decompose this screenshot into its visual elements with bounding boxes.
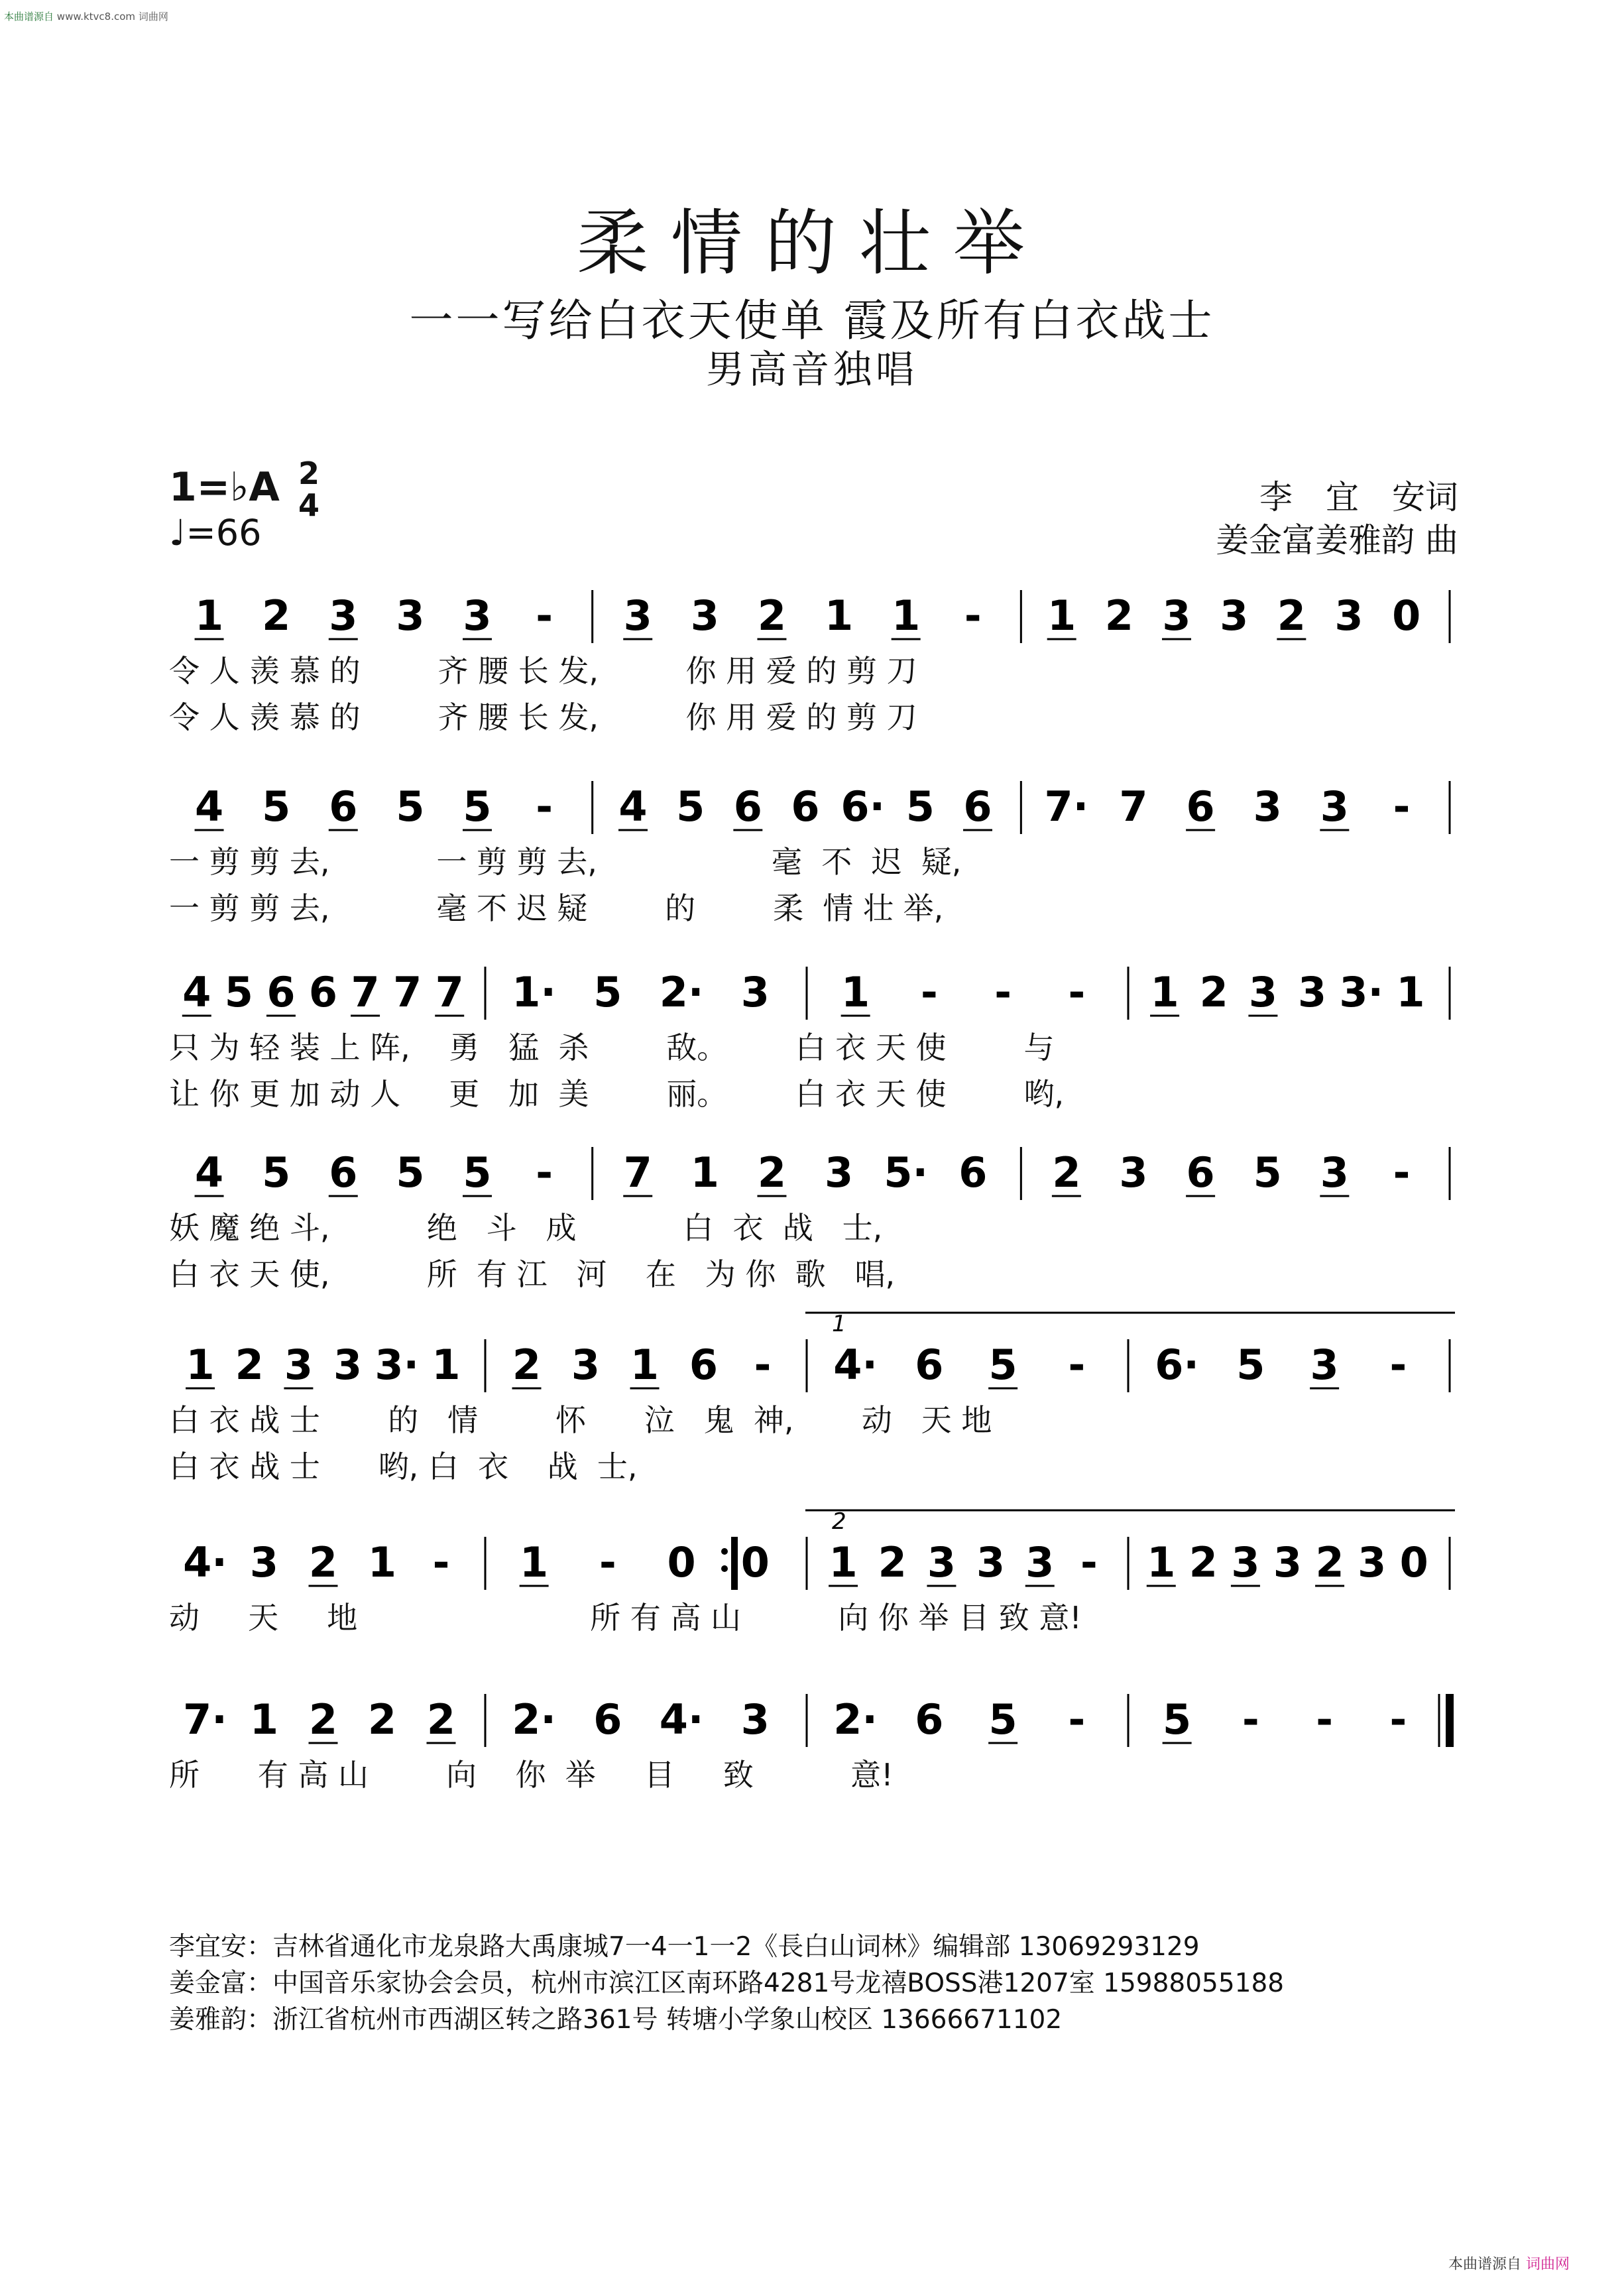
note: 5 <box>396 782 425 831</box>
note: 2 <box>1052 1148 1081 1197</box>
composer-credit: 姜金富姜雅韵 曲 <box>1216 521 1458 560</box>
note: 6 <box>266 968 296 1016</box>
note: 7 <box>351 968 380 1016</box>
note: 3 <box>976 1538 1006 1587</box>
note: 3· <box>1339 968 1384 1016</box>
key-signature: 1=♭A <box>169 464 280 511</box>
note: 3 <box>249 1538 279 1587</box>
note: 6 <box>593 1695 622 1744</box>
time-bottom: 4 <box>298 487 320 523</box>
note: 2 <box>1189 1538 1218 1587</box>
note: - <box>1080 1538 1098 1587</box>
note: 6 <box>329 782 358 831</box>
note: 2 <box>235 1341 264 1389</box>
note: 6 <box>915 1695 944 1744</box>
volta-number: 1 <box>832 1311 846 1337</box>
note: 3 <box>1310 1341 1339 1389</box>
note: 3 <box>1119 1148 1148 1197</box>
note: 1 <box>367 1538 397 1587</box>
note: 3 <box>1162 591 1191 640</box>
note: - <box>536 1148 553 1197</box>
note: 3 <box>927 1538 956 1587</box>
note: 4 <box>182 968 211 1016</box>
note: 1 <box>1147 1538 1176 1587</box>
note: 2 <box>757 591 787 640</box>
note: 6· <box>1155 1341 1199 1389</box>
note: - <box>599 1538 616 1587</box>
lyric-line: 白 衣 天 使, 所 有 江 河 在 为 你 歌 唱, <box>169 1256 896 1292</box>
note: 5 <box>1253 1148 1282 1197</box>
bottom-source-label: 本曲谱源自 <box>1448 2256 1522 2273</box>
note: 2· <box>512 1695 556 1744</box>
note: 2 <box>878 1538 907 1587</box>
performance-note: 男高音独唱 <box>705 347 918 392</box>
note: 6 <box>329 1148 358 1197</box>
note: 3 <box>1220 591 1249 640</box>
note: 5 <box>262 782 291 831</box>
volta-number: 2 <box>832 1508 846 1535</box>
note: 2 <box>308 1538 338 1587</box>
note: 6 <box>963 782 992 831</box>
note: 6 <box>915 1341 944 1389</box>
note: - <box>1068 1695 1086 1744</box>
note: 3 <box>1358 1538 1387 1587</box>
note: 5 <box>1163 1695 1192 1744</box>
footer-line-2: 姜金富：中国音乐家协会会员，杭州市滨江区南环路4281号龙禧BOSS港1207室 15988055188 <box>169 1968 1285 1998</box>
note: 2· <box>659 968 704 1016</box>
note: 1 <box>1047 591 1076 640</box>
note: 2 <box>308 1695 338 1744</box>
note: - <box>1068 968 1086 1016</box>
note: 1 <box>194 591 224 640</box>
note: - <box>1068 1341 1086 1389</box>
note: 5 <box>593 968 622 1016</box>
note: 3 <box>623 591 652 640</box>
source-url[interactable]: www.ktvc8.com <box>56 11 136 23</box>
note: 3 <box>740 1695 770 1744</box>
note: 1 <box>690 1148 719 1197</box>
note: 6 <box>733 782 762 831</box>
lyric-line: 动 天 地 所 有 高 山 向 你 举 目 致 意! <box>169 1600 1082 1636</box>
note: 1 <box>186 1341 215 1389</box>
note: 2· <box>833 1695 878 1744</box>
note: 1· <box>512 968 556 1016</box>
note: 2 <box>426 1695 456 1744</box>
note: - <box>432 1538 450 1587</box>
note: 5 <box>988 1695 1017 1744</box>
note: 3 <box>740 968 770 1016</box>
note: 2 <box>757 1148 787 1197</box>
note: 1 <box>630 1341 660 1389</box>
song-title: 柔情的壮举 <box>576 202 1047 285</box>
lyric-line: 一 剪 剪 去, 一 剪 剪 去, 毫 不 迟 疑, <box>169 844 962 880</box>
note: 5 <box>224 968 253 1016</box>
note: 3 <box>824 1148 854 1197</box>
note: 5· <box>884 1148 929 1197</box>
note: 1 <box>824 591 854 640</box>
note: 1 <box>829 1538 858 1587</box>
song-subtitle: 一一写给白衣天使单 霞及所有白衣战士 <box>409 295 1215 346</box>
note: 2 <box>1104 591 1133 640</box>
time-top: 2 <box>298 455 320 491</box>
note: 3 <box>1320 1148 1349 1197</box>
note: 3 <box>1025 1538 1055 1587</box>
note: 3 <box>1248 968 1277 1016</box>
bottom-source <box>1448 2253 1570 2273</box>
note: 7 <box>1119 782 1148 831</box>
note: 5 <box>396 1148 425 1197</box>
note: - <box>1393 782 1411 831</box>
note: 3 <box>1298 968 1327 1016</box>
note: 1 <box>1396 968 1425 1016</box>
note: 2 <box>512 1341 542 1389</box>
note: 2 <box>1315 1538 1344 1587</box>
note: - <box>921 968 938 1016</box>
note: - <box>1316 1695 1333 1744</box>
note: - <box>536 591 553 640</box>
note: - <box>754 1341 772 1389</box>
note: 3 <box>284 1341 313 1389</box>
note: 3 <box>1253 782 1282 831</box>
footer-line-3: 姜雅韵：浙江省杭州市西湖区转之路361号 转塘小学象山校区 13666671102 <box>169 2005 1063 2035</box>
note: - <box>1389 1695 1407 1744</box>
note: 3 <box>571 1341 601 1389</box>
note: 6 <box>308 968 338 1016</box>
lyric-line: 让 你 更 加 动 人 更 加 美 丽。 白 衣 天 使 哟, <box>169 1076 1065 1112</box>
lyric-line: 只 为 轻 装 上 阵, 勇 猛 杀 敌。 白 衣 天 使 与 <box>169 1030 1055 1065</box>
note: 4 <box>194 782 224 831</box>
note: 6 <box>1186 1148 1215 1197</box>
lyric-line: 令 人 羡 慕 的 齐 腰 长 发, 你 用 爱 的 剪 刀 <box>169 653 917 689</box>
note: 4· <box>659 1695 704 1744</box>
note: 1 <box>841 968 870 1016</box>
note: 3 <box>333 1341 363 1389</box>
note: 5 <box>463 1148 492 1197</box>
note: 3 <box>1334 591 1363 640</box>
note: 3 <box>329 591 358 640</box>
note: 1 <box>249 1695 279 1744</box>
footer-line-1: 李宜安：吉林省通化市龙泉路大禹康城7一4一1一2《長白山词林》编辑部 13069293129 <box>169 1932 1200 1962</box>
note: 0 <box>1392 591 1421 640</box>
lyric-line: 妖 魔 绝 斗, 绝 斗 成 白 衣 战 士, <box>169 1210 883 1246</box>
note: 7 <box>623 1148 652 1197</box>
lyric-line: 所 有 高 山 向 你 举 目 致 意! <box>169 1757 894 1793</box>
note: - <box>1393 1148 1411 1197</box>
lyricist-credit: 李 宜 安词 <box>1259 478 1458 516</box>
note: - <box>994 968 1012 1016</box>
note: 3 <box>396 591 425 640</box>
note: 1 <box>432 1341 461 1389</box>
bottom-source-site[interactable]: 词曲网 <box>1526 2256 1570 2273</box>
lyric-line: 白 衣 战 士 哟, 白 衣 战 士, <box>169 1449 638 1484</box>
note: 3 <box>1320 782 1349 831</box>
note: 5 <box>905 782 935 831</box>
note: 6 <box>958 1148 988 1197</box>
note: 4 <box>618 782 648 831</box>
note: 2 <box>1277 591 1306 640</box>
note: - <box>1242 1695 1259 1744</box>
note: 4 <box>194 1148 224 1197</box>
note: 3 <box>1273 1538 1303 1587</box>
tempo-marking: ♩=66 <box>169 512 262 554</box>
note: 4· <box>833 1341 878 1389</box>
note: 3· <box>375 1341 420 1389</box>
repeat-dot <box>721 1565 728 1572</box>
lyric-line: 令 人 羡 慕 的 齐 腰 长 发, 你 用 爱 的 剪 刀 <box>169 699 917 735</box>
note: - <box>1389 1341 1407 1389</box>
lyric-line: 一 剪 剪 去, 毫 不 迟 疑 的 柔 情 壮 举, <box>169 890 944 926</box>
note: 1 <box>1150 968 1179 1016</box>
note: - <box>536 782 553 831</box>
note: 7· <box>1044 782 1089 831</box>
note: 0 <box>667 1538 696 1587</box>
note: 7 <box>435 968 464 1016</box>
note: 2 <box>262 591 291 640</box>
source-site[interactable]: 词曲网 <box>138 11 168 23</box>
note: 3 <box>463 591 492 640</box>
note: 5 <box>676 782 705 831</box>
note: 0 <box>1399 1538 1428 1587</box>
note: 6 <box>1186 782 1215 831</box>
repeat-dot <box>721 1548 728 1555</box>
lyric-line: 白 衣 战 士 的 情 怀 泣 鬼 神, 动 天 地 <box>169 1402 992 1438</box>
note: 0 <box>740 1538 770 1587</box>
note: 3 <box>1231 1538 1260 1587</box>
note: 1 <box>892 591 921 640</box>
note: 5 <box>1236 1341 1265 1389</box>
note: 7 <box>393 968 422 1016</box>
note: 4· <box>183 1538 227 1587</box>
note: 3 <box>690 591 719 640</box>
note: 5 <box>262 1148 291 1197</box>
note: - <box>964 591 982 640</box>
note: 2 <box>367 1695 397 1744</box>
note: 2 <box>1199 968 1228 1016</box>
note: 5 <box>988 1341 1017 1389</box>
note: 6 <box>791 782 820 831</box>
note: 5 <box>463 782 492 831</box>
note: 7· <box>183 1695 227 1744</box>
note: 6· <box>841 782 886 831</box>
note: 6 <box>689 1341 719 1389</box>
source-label: 本曲谱源自 <box>4 11 54 23</box>
note: 1 <box>520 1538 549 1587</box>
